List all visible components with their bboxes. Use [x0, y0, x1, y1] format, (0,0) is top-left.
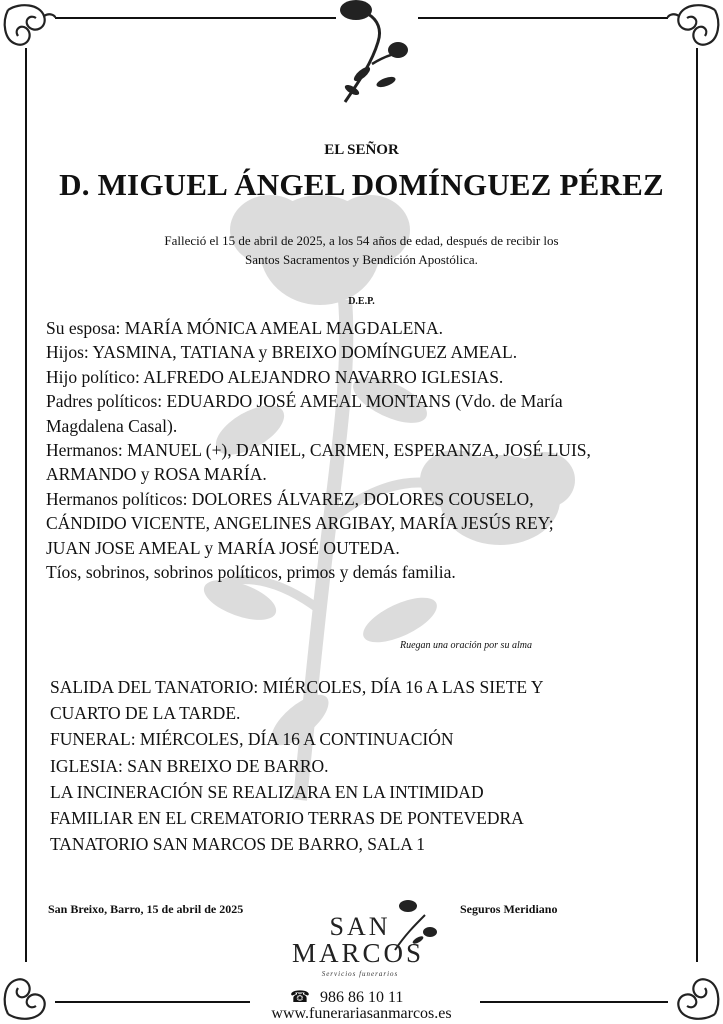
family-line: Su esposa: MARÍA MÓNICA AMEAL MAGDALENA. [46, 318, 443, 338]
family-line: Hermanos: MANUEL (+), DANIEL, CARMEN, ESPERANZA, JOSÉ LUIS, [46, 440, 591, 461]
title-small: EL SEÑOR [324, 142, 399, 158]
logo-tagline: Servicios funerarios [321, 970, 399, 978]
place-date: San Breixo, Barro, 15 de abril de 2025 [48, 902, 244, 916]
family-line: ARMANDO y ROSA MARÍA. [46, 464, 267, 485]
family-line: Hermanos políticos: DOLORES ÁLVAREZ, DOLORES COUSELO, [46, 488, 534, 509]
service-line: FUNERAL: MIÉRCOLES, DÍA 16 A CONTINUACIÓN [50, 729, 454, 750]
service-line: IGLESIA: SAN BREIXO DE BARRO. [50, 755, 329, 776]
intro-line: Falleció el 15 de abril de 2025, a los 54 años de edad, después de recibir los [164, 233, 559, 248]
family-line: Magdalena Casal). [46, 415, 178, 436]
family-line: Padres políticos: EDUARDO JOSÉ AMEAL MONTANS (Vdo. de María [46, 391, 563, 412]
prayer-note: Ruegan una oración por su alma [400, 640, 532, 651]
deceased-name: D. MIGUEL ÁNGEL DOMÍNGUEZ PÉREZ [59, 167, 664, 202]
family-line: CÁNDIDO VICENTE, ANGELINES ARGIBAY, MARÍA JESÚS REY; [46, 513, 554, 534]
website-link[interactable]: www.funerariasanmarcos.es [271, 1005, 452, 1022]
family-list [46, 316, 696, 584]
phone-number[interactable]: 986 86 10 11 [319, 989, 404, 1006]
family-line: Hijos: YASMINA, TATIANA y BREIXO DOMÍNGUEZ AMEAL. [46, 342, 518, 363]
family-line: Tíos, sobrinos, sobrinos políticos, primos y demás familia. [46, 562, 456, 583]
intro-text [0, 231, 723, 269]
top-flower-icon [340, 0, 408, 102]
logo-top: SAN [329, 912, 391, 941]
service-line: CUARTO DE LA TARDE. [50, 703, 241, 724]
service-line: SALIDA DEL TANATORIO: MIÉRCOLES, DÍA 16 A LAS SIETE Y [50, 677, 544, 697]
phone-icon: ☎ [290, 989, 310, 1006]
insurer: Seguros Meridiano [460, 902, 558, 916]
family-line: Hijo político: ALFREDO ALEJANDRO NAVARRO IGLESIAS. [46, 366, 504, 387]
service-list [50, 674, 700, 857]
family-line: JUAN JOSE AMEAL y MARÍA JOSÉ OUTEDA. [46, 537, 400, 558]
intro-line: Santos Sacramentos y Bendición Apostólica. [245, 252, 478, 267]
service-line: TANATORIO SAN MARCOS DE BARRO, SALA 1 [50, 834, 426, 855]
phone-line [290, 987, 403, 1007]
logo-bottom: MARCOS [291, 938, 425, 968]
dep-label: D.E.P. [348, 296, 375, 307]
service-line: LA INCINERACIÓN SE REALIZARA EN LA INTIMIDAD [50, 781, 484, 802]
service-line: FAMILIAR EN EL CREMATORIO TERRAS DE PONTEVEDRA [50, 808, 524, 829]
